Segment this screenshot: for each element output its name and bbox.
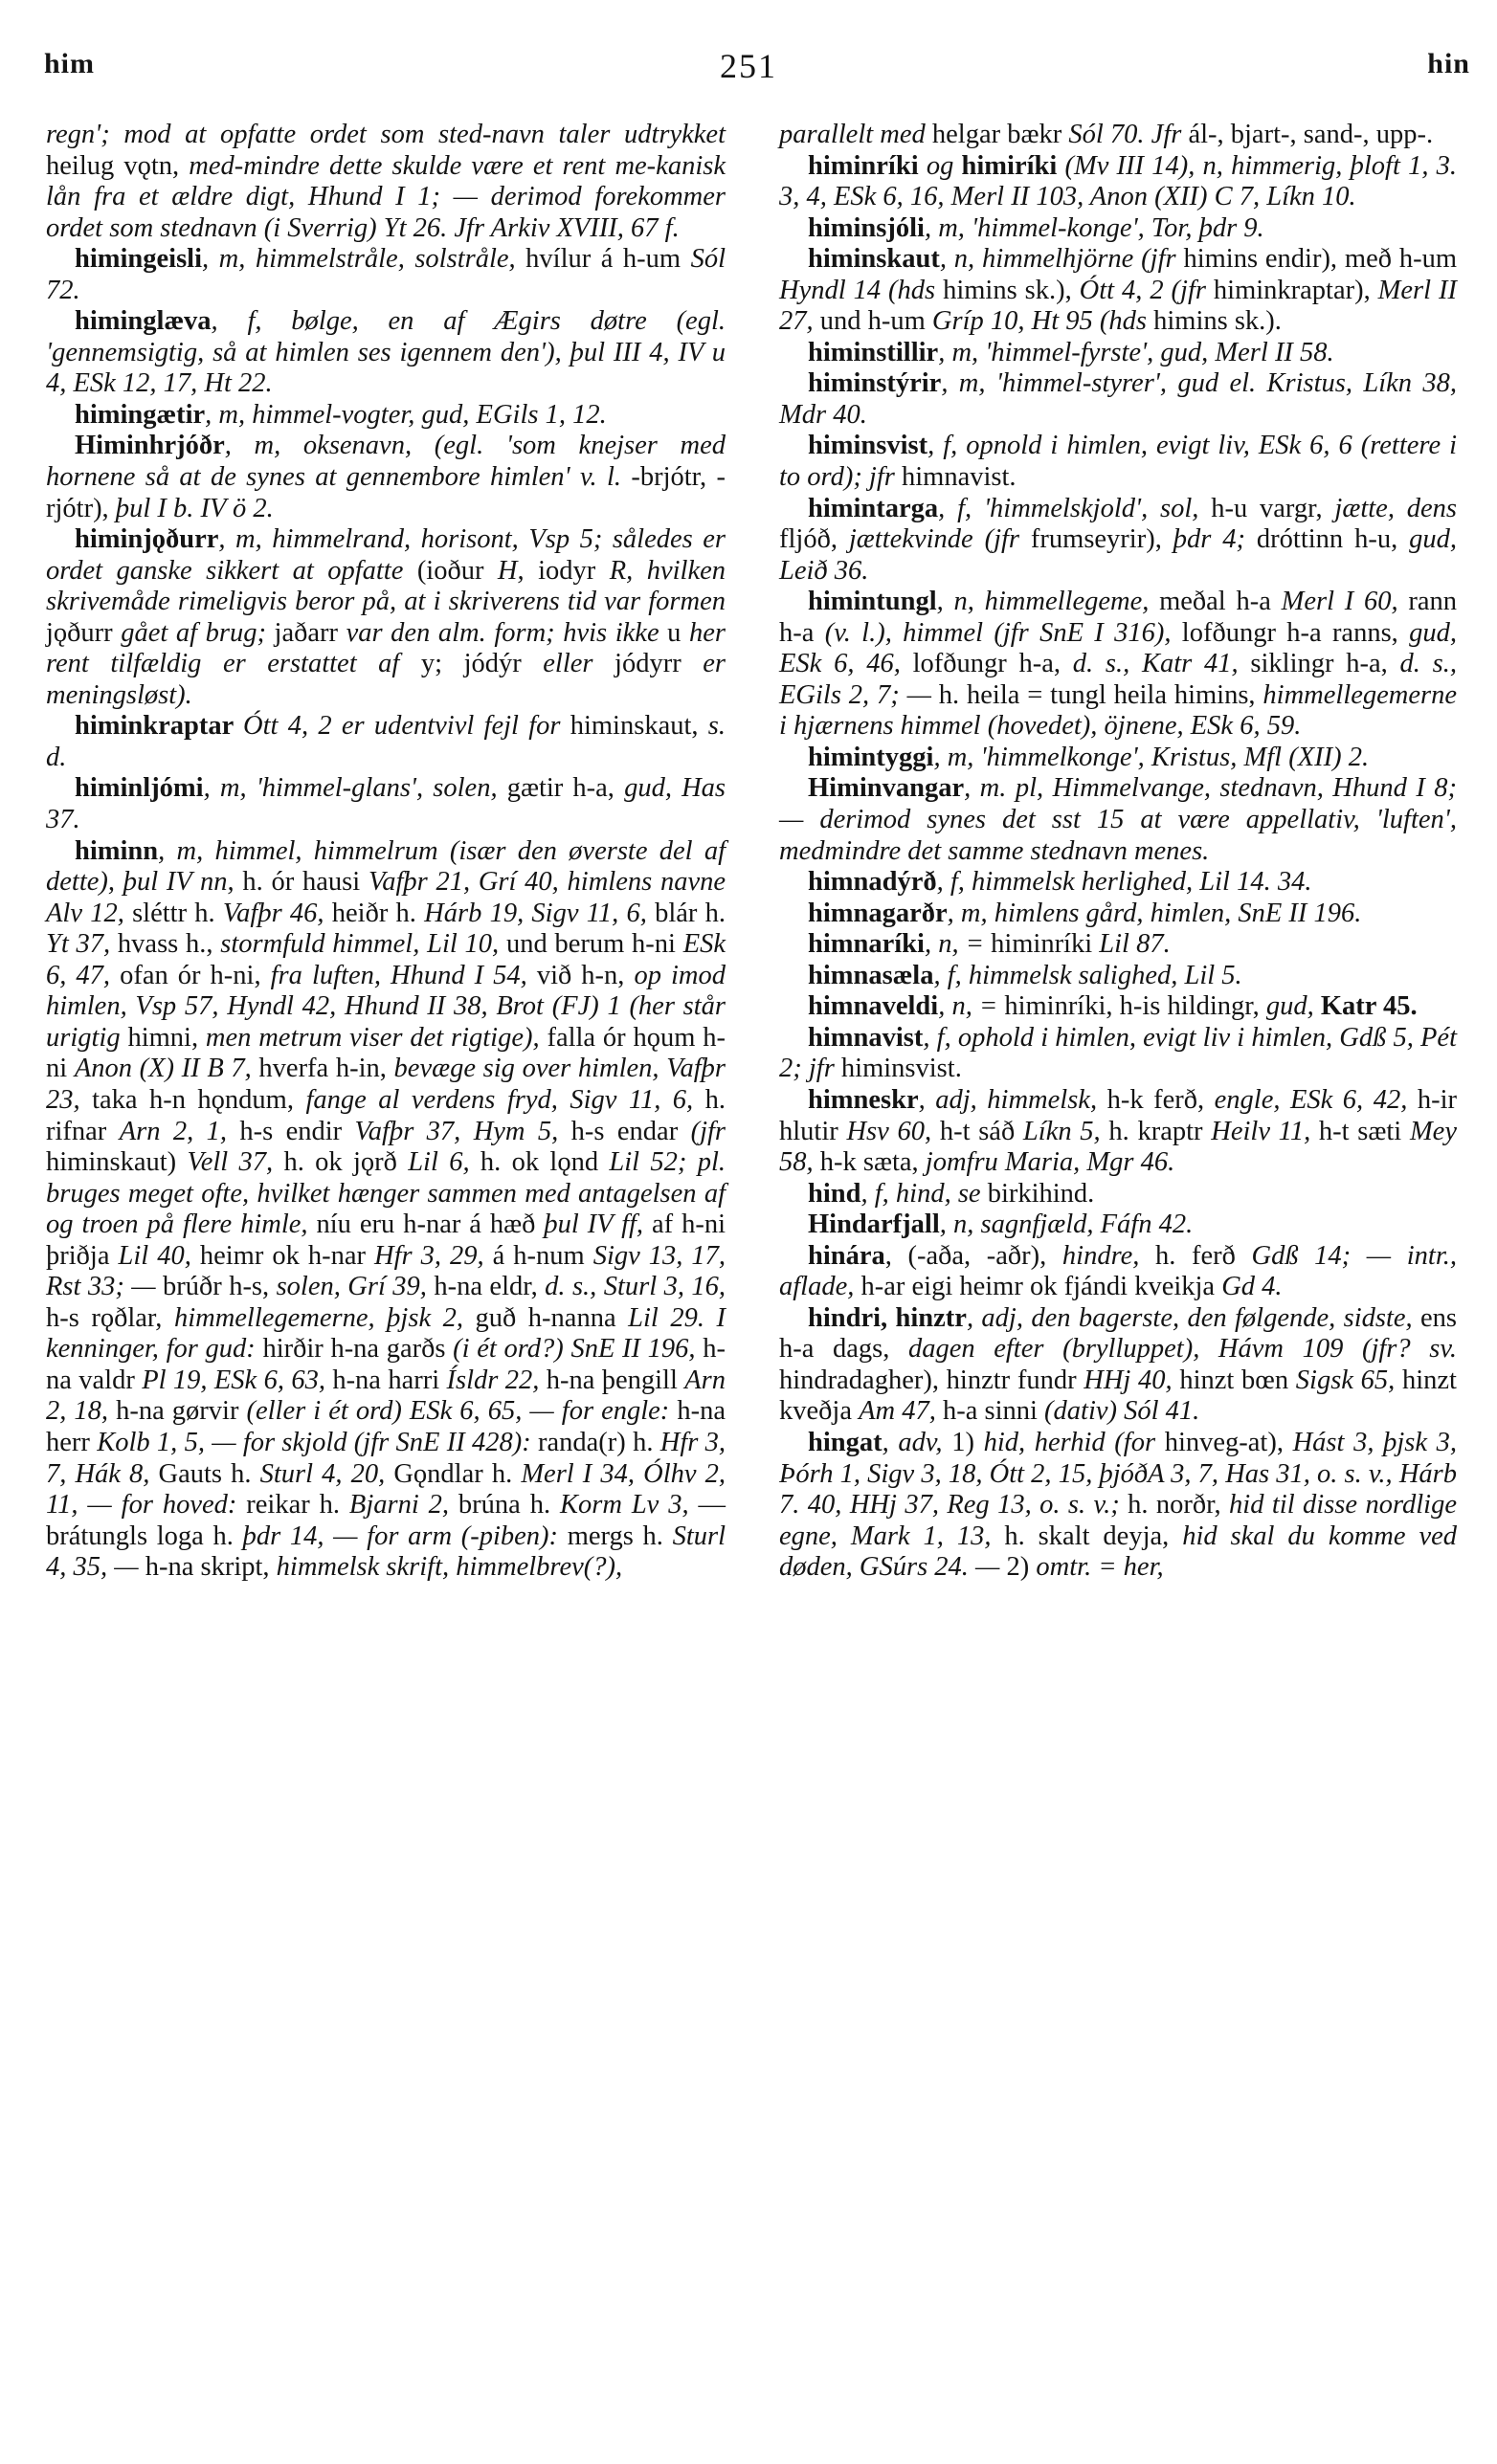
entry-text: y; jódýr [420, 649, 544, 679]
entry-text: Sól 70. Jfr [1068, 120, 1189, 149]
entry-text: hinzt kveðja [779, 1365, 1457, 1427]
dictionary-entry [779, 338, 1457, 369]
entry-headword: himintarga [808, 493, 939, 523]
entry-headword: himinn [75, 835, 159, 866]
entry-headword: Himinhrjóðr [75, 431, 225, 461]
dictionary-entry [779, 743, 1457, 774]
entry-text: Pl 19, ESk 6, 63, [142, 1365, 333, 1395]
dictionary-entry [779, 244, 1457, 338]
entry-text: h-a sinni [942, 1396, 1045, 1427]
entry-headword: himinkraptar [75, 711, 244, 742]
dictionary-entry [46, 400, 726, 432]
entry-text: himinkraptar), [1213, 275, 1378, 305]
entry-text: , m, 'himmel-fyrste', gud, Merl II 58. [938, 337, 1334, 367]
entry-text: , n, himmellegeme, [936, 587, 1160, 617]
entry-text: hverfa h-in, [258, 1054, 394, 1084]
entry-text: , n, himmelhjörne (jfr [939, 244, 1184, 275]
entry-text: men metrum viser det rigtige), [205, 1022, 547, 1053]
entry-text: h-s endar [570, 1116, 691, 1146]
entry-text: h-k ferð, [1106, 1084, 1215, 1115]
entry-text: jaðarr [274, 617, 346, 648]
entry-headword: himinstýrir [808, 368, 942, 399]
entry-text: op imod himlen, Vsp 57, Hyndl 42, Hhund II 38, Brot (FJ) 1 (her står urigtig [46, 960, 726, 1053]
entry-text: , m, 'himmel-konge', Tor, þdr 9. [924, 212, 1264, 243]
entry-text: Yt 37, [46, 929, 118, 960]
entry-text: 1) [951, 1427, 984, 1457]
entry-text: hid, herhid (for [983, 1427, 1165, 1457]
entry-text: himinsvist. [840, 1054, 962, 1084]
entry-text: h. rifnar [46, 1084, 726, 1146]
entry-text: d. s., Katr 41, [1072, 649, 1251, 679]
entry-text: jomfru Maria, Mgr 46. [925, 1147, 1175, 1178]
entry-headword: himinstillir [808, 337, 939, 367]
entry-headword: himneskr [808, 1084, 919, 1115]
entry-text: Merl I 34, Ólhv 2, 11, — for hoved: [46, 1458, 726, 1521]
entry-text: hindradagher), [779, 1365, 947, 1395]
entry-text: h-k sæta, [819, 1147, 926, 1178]
right-column [779, 120, 1457, 1584]
entry-text: Anon (X) II B 7, [74, 1054, 259, 1084]
dictionary-entry [46, 306, 726, 400]
entry-text: himins sk.), [943, 275, 1080, 305]
dictionary-entry [779, 1023, 1457, 1085]
entry-text: blár h. [655, 898, 726, 928]
page-number: 251 [720, 47, 777, 85]
entry-text: gået af brug; [121, 617, 275, 648]
entry-text: Lil 87. [1099, 929, 1171, 960]
entry-text: helgar bækr [931, 120, 1069, 149]
entry-text: regn'; mod at opfatte ordet som sted-navn taler udtrykket [46, 120, 726, 149]
entry-text: , f, 'himmelskjold', sol, [938, 493, 1212, 523]
entry-text: h-t sáð [939, 1116, 1023, 1146]
entry-headword: hingat [808, 1427, 883, 1457]
entry-text: fljóð, [779, 524, 849, 555]
entry-text: (v. l.), himmel (jfr SnE I 316), [824, 617, 1182, 648]
entry-text: hirðir h-na garðs [262, 1334, 454, 1365]
entry-headword: himinríki [808, 150, 927, 181]
entry-text: himins endir), [1183, 244, 1345, 275]
entry-text: eller [543, 649, 615, 679]
entry-text: Hást 3, þjsk 3, Þórh 1, Sigv 3, 18, Ótt 2, 15, þjóðA 3, 7, Has 31, o. s. v., Hárb 7. 40, HHj 37, Reg 13, o. s. v.; [779, 1427, 1458, 1521]
entry-text: , adv, [882, 1427, 952, 1457]
running-head-left: him [44, 48, 96, 79]
entry-text: himnavist. [902, 462, 1017, 493]
entry-text: himinríki, h-is hildingr, [1004, 991, 1266, 1022]
entry-headword: himinskaut [808, 244, 940, 275]
entry-text: med-mindre dette skulde være et rent me-kanisk lån fra et ældre digt, Hhund I 1; — derimod forekommer ordet som stednavn (i Sverrig) Yt 26. Jfr Arkiv XVIII, 67 f. [46, 150, 726, 243]
dictionary-entry [46, 120, 726, 244]
dictionary-entry [779, 961, 1457, 992]
entry-text: fange al verdens fryd, Sigv 11, 6, [305, 1084, 705, 1115]
entry-text: lofðungr h-a, [912, 649, 1073, 679]
entry-text: fra luften, Hhund I 54, [270, 960, 537, 990]
entry-text: (ioður [416, 555, 498, 586]
entry-text: , m, 'himmel-styrer', gud el. Kristus, Líkn 38, Mdr 40. [779, 368, 1457, 430]
entry-text: (dativ) Sól 41. [1044, 1396, 1200, 1427]
entry-text: himmellegemerne i hjærnens himmel (hovedet), öjnene, ESk 6, 59. [779, 679, 1458, 742]
entry-text: , n, = [938, 991, 1005, 1022]
entry-text: dagen efter (brylluppet), Hávm 109 (jfr? sv. [907, 1334, 1457, 1365]
entry-headword: hinára [808, 1240, 885, 1271]
entry-headword: himinjǫðurr [75, 524, 219, 555]
entry-text: Gríp 10, Ht 95 (hds [931, 306, 1154, 337]
entry-text: Vafþr 46, [222, 898, 332, 928]
dictionary-entry [779, 213, 1457, 245]
entry-text: níu eru h-nar á hæð [316, 1210, 545, 1240]
entry-text: himmellegemerne, þjsk 2, [173, 1302, 476, 1333]
entry-text: , m. pl, Himmelvange, stednavn, Hhund I 8; — derimod synes det sst 15 at være appellativ, 'luften', medmindre det samme stednavn menes. [779, 773, 1457, 866]
entry-text: (i ét ord?) SnE II 196, [453, 1334, 704, 1365]
dictionary-entry [779, 120, 1457, 151]
entry-text: parallelt med [779, 120, 932, 149]
entry-text: taka h-n hǫndum, [92, 1084, 306, 1115]
entry-text: þdr 4; [1173, 524, 1257, 555]
entry-headword: himiríki [961, 150, 1065, 181]
entry-text: Kolb 1, 5, — for skjold (jfr SnE II 428): [97, 1427, 539, 1457]
entry-text: solen, Grí 39, [276, 1272, 435, 1302]
entry-headword: himinglæva [75, 306, 212, 337]
entry-text: her rent tilfældig er erstattet af [46, 617, 726, 679]
entry-text: Ótt 4, 2 er udentvivl fejl for [243, 711, 570, 742]
dictionary-entry [779, 151, 1457, 213]
entry-text: (jfr [690, 1116, 726, 1146]
entry-text: , f, ophold i himlen, evigt liv i himlen, Gdß 5, Pét 2; jfr [779, 1022, 1457, 1084]
entry-text: Vafþr 37, Hym 5, [354, 1116, 571, 1146]
entry-text: himmelsk skrift, himmelbrev(?), [276, 1552, 623, 1583]
entry-text: Arn 2, 18, [46, 1365, 726, 1427]
dictionary-entry [46, 711, 726, 773]
dictionary-entry [779, 867, 1457, 899]
entry-text: brúðr h-s, [163, 1272, 277, 1302]
entry-text: gud, Has 37. [46, 773, 726, 835]
entry-text: þul I b. IV ö 2. [115, 493, 274, 523]
entry-text: Arn 2, 1, [119, 1116, 240, 1146]
entry-text: h. ok lǫnd [480, 1147, 610, 1178]
entry-text: h. skalt deyja, [1004, 1521, 1183, 1551]
entry-text: HHj 40, [1084, 1365, 1180, 1395]
entry-text: und berum h-ni [505, 929, 683, 960]
entry-text: Lil 29. I kenninger, for gud: [46, 1302, 726, 1365]
entry-text: h-ar eigi heimr ok fjándi kveikja [860, 1272, 1222, 1302]
entry-text: — brátungls loga h. [46, 1490, 726, 1551]
entry-text: und h-um [819, 306, 932, 337]
entry-text: , f, himmelsk salighed, Lil 5. [933, 960, 1242, 990]
entry-text: h-ir hlutir [779, 1084, 1457, 1146]
entry-text: , (-aða, -aðr), [884, 1240, 1062, 1271]
entry-text: omtr. = her, [1036, 1552, 1164, 1583]
entry-text: ál-, bjart-, sand-, upp-. [1188, 120, 1434, 149]
entry-text: Hfr 3, 29, [373, 1240, 493, 1271]
entry-text: Gd 4. [1221, 1272, 1283, 1302]
entry-text: er meningsløst). [46, 649, 726, 710]
entry-text: meðal h-a [1159, 587, 1282, 617]
entry-text: h. kraptr [1108, 1116, 1212, 1146]
entry-text: , m, himmel-vogter, gud, EGils 1, 12. [205, 399, 607, 430]
entry-text: gud, ESk 6, 46, [779, 617, 1457, 679]
entry-text: þul IV ff, [544, 1210, 652, 1240]
entry-text: hid til disse nordlige egne, Mark 1, 13, [779, 1490, 1457, 1551]
entry-text: h-na þengill [546, 1365, 685, 1395]
entry-text: Hyndl 14 (hds [779, 275, 944, 305]
entry-text: heiðr h. [331, 898, 425, 928]
dictionary-entry [779, 587, 1457, 743]
entry-text: Sigsk 65, [1295, 1365, 1402, 1395]
entry-headword: himintungl [808, 587, 937, 617]
dictionary-entry [779, 773, 1457, 867]
entry-text: , f, bølge, en af Ægirs døtre (egl. 'gennemsigtig, så at himlen ses igennem den'), þul III 4, IV u 4, ESk 12, 17, Ht 22. [46, 306, 726, 399]
entry-text: gætir h-a, [506, 773, 625, 804]
entry-text: Lil 6, [408, 1147, 480, 1178]
entry-text: himinskaut, [570, 711, 708, 742]
entry-text: himinskaut) [46, 1147, 188, 1178]
entry-headword: hindri, hinztr [808, 1302, 967, 1333]
entry-text: Merl II 27, [779, 275, 1457, 337]
entry-text: stormfuld himmel, Lil 10, [220, 929, 506, 960]
entry-headword: himnaríki [808, 929, 925, 960]
entry-headword: himnagarðr [808, 898, 948, 928]
entry-headword: himnadýrð [808, 867, 937, 898]
dictionary-entry [779, 1210, 1457, 1241]
entry-text: dróttinn h-u, [1256, 524, 1410, 555]
entry-text: heilug vǫtn, [46, 150, 190, 181]
entry-text: og [926, 150, 962, 181]
entry-headword: Hindarfjall [808, 1210, 940, 1240]
entry-text: h-t sæti [1318, 1116, 1410, 1146]
entry-text: gud, Leið 36. [779, 524, 1457, 586]
entry-text: falla ór hǫum h-ni [46, 1022, 726, 1084]
entry-headword: himnasæla [808, 960, 934, 990]
entry-text: hinztr fundr [946, 1365, 1084, 1395]
entry-text: himins sk.). [1153, 306, 1282, 337]
entry-text: Ísldr 22, [446, 1365, 547, 1395]
entry-text: hinveg-at), [1164, 1427, 1293, 1457]
entry-text: frumseyrir), [1030, 524, 1173, 555]
entry-text: á h-num [492, 1240, 593, 1271]
entry-text: þdr 14, — for arm (-piben): [242, 1521, 568, 1551]
entry-text: Sól 72. [46, 244, 726, 305]
left-column [46, 120, 726, 1584]
entry-text: , m, oksenavn, (egl. 'som knejser med hornene så at de synes at gennembore himlen' v. l. [46, 431, 726, 493]
entry-text: hvass h., [117, 929, 221, 960]
entry-text: engle, ESk 6, 42, [1214, 1084, 1418, 1115]
entry-text: Gdß 14; — intr., aflade, [779, 1240, 1457, 1302]
entry-text: Hfr 3, 7, Hák 8, [46, 1427, 726, 1489]
entry-text: ESk 6, 47, [46, 929, 726, 990]
dictionary-entry [46, 773, 726, 835]
dictionary-entry [46, 431, 726, 524]
entry-text: birkihind. [987, 1178, 1095, 1209]
dictionary-entry [779, 1241, 1457, 1303]
entry-text: , f, himmelsk herlighed, Lil 14. 34. [936, 867, 1312, 898]
entry-text: himinríki [991, 929, 1100, 960]
entry-text: h. ór hausi [242, 867, 369, 898]
entry-text: h. ferð [1155, 1240, 1252, 1271]
entry-text: , adj, himmelsk, [918, 1084, 1107, 1115]
entry-text: , m, himlens gård, himlen, SnE II 196. [947, 898, 1362, 928]
dictionary-entry [779, 368, 1457, 431]
dictionary-entry [779, 494, 1457, 588]
entry-text: h-s endir [239, 1116, 355, 1146]
entry-text: H, [497, 555, 539, 586]
entry-text: ofan ór h-ni, [120, 960, 271, 990]
dictionary-entry [46, 524, 726, 711]
dictionary-entry [46, 836, 726, 1584]
entry-text: d. s., EGils 2, 7; — [779, 649, 1458, 710]
entry-text: Hsv 60, [846, 1116, 940, 1146]
entry-headword: himnavist [808, 1022, 924, 1053]
entry-text: hvílur á h-um [525, 244, 691, 275]
entry-text: jættekvinde (jfr [848, 524, 1031, 555]
entry-text: Vell 37, [187, 1147, 284, 1178]
entry-text: mergs h. [567, 1521, 673, 1551]
entry-text: siklingr h-a, [1250, 649, 1400, 679]
entry-text: Mey 58, [779, 1116, 1457, 1178]
entry-text: guð h-nanna [475, 1302, 629, 1333]
entry-text: randa(r) h. [538, 1427, 660, 1457]
entry-text: h. heila = tungl heila himins, [938, 679, 1263, 710]
entry-text: Gǫndlar h. [393, 1458, 522, 1489]
entry-text: , m, himmelrand, horisont, Vsp 5; således er ordet ganske sikkert at opfatte [46, 524, 726, 586]
entry-text: Vafþr 21, Grí 40, himlens navne Alv 12, [46, 867, 726, 928]
entry-headword: himnaveldi [808, 991, 939, 1022]
entry-text: Bjarni 2, [348, 1490, 458, 1521]
entry-text: , adj, den bagerste, den følgende, sidste, [966, 1302, 1420, 1333]
entry-text: u [667, 617, 689, 648]
entry-text: h-na valdr [46, 1334, 726, 1395]
entry-text: Sigv 13, 17, Rst 33; — [46, 1240, 726, 1302]
dictionary-entry [779, 991, 1457, 1023]
entry-text: h-na herr [46, 1396, 726, 1457]
entry-text: h-na eldr, [434, 1272, 546, 1302]
entry-text: jætte, dens [1334, 493, 1458, 523]
entry-text: jǫðurr [46, 617, 122, 648]
entry-text: h-na skript, [145, 1552, 277, 1583]
entry-text: hid skal du komme ved døden, GSúrs 24. — [779, 1521, 1458, 1583]
dictionary-entry [779, 929, 1457, 961]
entry-text: Lil 40, [118, 1240, 200, 1271]
running-head-right: hin [1427, 48, 1470, 79]
entry-headword: himinljómi [75, 773, 204, 804]
entry-text: gud, [1265, 991, 1321, 1022]
entry-text: , n, = [924, 929, 992, 960]
entry-text: d. s., Sturl 3, 16, [545, 1272, 726, 1302]
entry-text: jódyrr [614, 649, 704, 679]
entry-text: Korm Lv 3, [560, 1490, 699, 1521]
entry-text: himni, [127, 1022, 206, 1053]
dictionary-entry [779, 1303, 1457, 1428]
entry-text: (Mv III 14), n, himmerig, þloft 1, 3. 3, 4, ESk 6, 16, Merl II 103, Anon (XII) C 7, Líkn 10. [779, 150, 1458, 212]
entry-text: R, hvilken skrivemåde rimeligvis beror på, at i skriverens tid var formen [46, 555, 726, 617]
entry-text: reikar h. [246, 1490, 349, 1521]
entry-text: -brjótr, -rjótr), [46, 462, 726, 523]
entry-text: Heilv 11, [1211, 1116, 1319, 1146]
entry-text: , f, opnold i himlen, evigt liv, ESk 6, 6 (rettere i to ord); jfr [779, 431, 1457, 493]
entry-text: , m, himmelstråle, solstråle, [202, 244, 526, 275]
dictionary-entry [779, 1428, 1457, 1584]
entry-text: hinzt bœn [1179, 1365, 1296, 1395]
entry-headword: hind [808, 1178, 861, 1209]
entry-text: h. norðr, [1128, 1490, 1230, 1521]
entry-headword: himingeisli [75, 244, 203, 275]
entry-text: h-u vargr, [1211, 493, 1335, 523]
entry-text: h. ok jǫrð [283, 1147, 409, 1178]
entry-text: h-na gørvir [116, 1396, 247, 1427]
entry-text: Am 47, [859, 1396, 943, 1427]
entry-text: , m, 'himmel-glans', solen, [203, 773, 507, 804]
entry-headword: himintyggi [808, 742, 934, 772]
entry-text: ens h-a dags, [779, 1302, 1457, 1365]
entry-text: Hárb 19, Sigv 11, 6, [424, 898, 656, 928]
entry-headword: Katr 45. [1320, 991, 1418, 1022]
entry-text: Gauts h. [158, 1458, 260, 1489]
entry-text: af h-ni þriðja [46, 1210, 726, 1271]
entry-text: s. d. [46, 711, 726, 772]
entry-headword: himinsvist [808, 431, 928, 461]
entry-headword: Himinvangar [808, 773, 965, 804]
entry-text: hindre, [1061, 1240, 1155, 1271]
entry-text: Sturl 4, 35, — [46, 1521, 726, 1583]
entry-text: sléttr h. [132, 898, 223, 928]
entry-text: , f, hind, se [860, 1178, 988, 1209]
entry-text: iodyr [538, 555, 610, 586]
entry-text: rann h-a [779, 587, 1457, 648]
dictionary-entry [779, 899, 1457, 930]
entry-text: heimr ok h-nar [199, 1240, 374, 1271]
entry-text: (eller i ét ord) ESk 6, 65, — for engle: [246, 1396, 678, 1427]
dictionary-entry [779, 1179, 1457, 1210]
entry-text: , m, himmel, himmelrum (især den øverste del af dette), þul IV nn, [46, 835, 726, 898]
entry-text: Sturl 4, 20, [259, 1458, 394, 1489]
entry-headword: himinsjóli [808, 212, 925, 243]
dictionary-entry [46, 244, 726, 306]
entry-text: var den alm. form; hvis ikke [346, 617, 668, 648]
entry-text: Merl I 60, [1281, 587, 1409, 617]
entry-text: , n, sagnfjæld, Fáfn 42. [939, 1210, 1194, 1240]
entry-text: Lil 52; pl. bruges meget ofte, hvilket hænger sammen med antagelsen af og troen på flere himle, [46, 1147, 726, 1240]
entry-text: h-na harri [332, 1365, 447, 1395]
dictionary-entry [779, 431, 1457, 493]
entry-text: með h-um [1344, 244, 1457, 275]
entry-text: Ótt 4, 2 (jfr [1079, 275, 1214, 305]
entry-text: bevæge sig over himlen, Vafþr 23, [46, 1054, 726, 1115]
entry-text: brúna h. [458, 1490, 560, 1521]
dictionary-entry [779, 1085, 1457, 1179]
entry-text: h-s rǫðlar, [46, 1302, 174, 1333]
entry-headword: himingætir [75, 399, 206, 430]
entry-text: lofðungr h-a ranns, [1181, 617, 1410, 648]
entry-text: , m, 'himmelkonge', Kristus, Mfl (XII) 2. [933, 742, 1370, 772]
entry-text: við h-n, [536, 960, 635, 990]
entry-text: 2) [1006, 1552, 1037, 1583]
entry-text: Líkn 5, [1022, 1116, 1109, 1146]
